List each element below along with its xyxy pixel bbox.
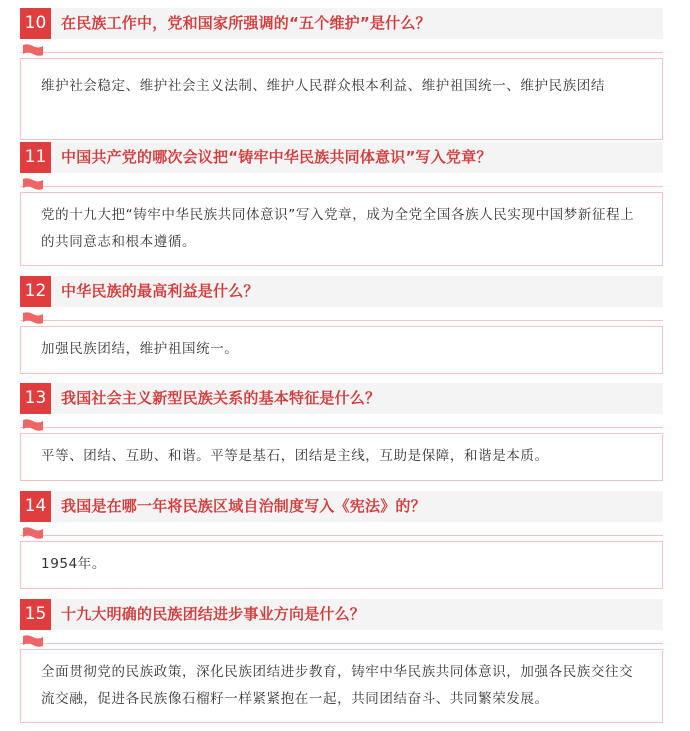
question-number-badge: 14 bbox=[20, 491, 51, 522]
question-text: 在民族工作中，党和国家所强调的“五个维护”是什么？ bbox=[61, 14, 431, 32]
answer-box bbox=[20, 541, 663, 589]
answer-box bbox=[20, 58, 663, 140]
question-header bbox=[20, 383, 663, 414]
answer-box bbox=[20, 433, 663, 481]
answer-box bbox=[20, 649, 663, 723]
answer-text: 维护社会稳定、维护社会主义法制、维护人民群众根本利益、维护祖国统一、维护民族团结 bbox=[41, 78, 605, 94]
red-flag-icon bbox=[22, 44, 44, 58]
red-flag-icon bbox=[22, 178, 44, 192]
red-flag-icon bbox=[22, 312, 44, 326]
question-number-badge: 13 bbox=[20, 383, 51, 414]
answer-box bbox=[20, 192, 663, 266]
answer-text: 党的十九大把“铸牢中华民族共同体意识”写入党章，成为全党全国各族人民实现中国梦新征程上的共同意志和根本遵循。 bbox=[41, 207, 635, 250]
divider-line bbox=[20, 52, 663, 53]
answer-text: 1954年。 bbox=[41, 556, 106, 572]
question-number-badge: 11 bbox=[20, 142, 51, 173]
question-text: 我国是在哪一年将民族区域自治制度写入《宪法》的？ bbox=[61, 497, 426, 515]
red-flag-icon bbox=[22, 419, 44, 433]
divider-line bbox=[20, 535, 663, 536]
question-header bbox=[20, 8, 663, 39]
answer-text: 平等、团结、互助、和谐。平等是基石，团结是主线，互助是保障，和谐是本质。 bbox=[41, 448, 549, 464]
question-number-badge: 10 bbox=[20, 8, 51, 39]
answer-text: 全面贯彻党的民族政策，深化民族团结进步教育，铸牢中华民族共同体意识，加强各民族交往交流交融，促进各民族像石榴籽一样紧紧抱在一起，共同团结奋斗、共同繁荣发展。 bbox=[41, 664, 634, 707]
question-header bbox=[20, 491, 663, 522]
question-text: 中华民族的最高利益是什么？ bbox=[61, 282, 259, 300]
divider-line bbox=[20, 320, 663, 321]
question-number-badge: 12 bbox=[20, 276, 51, 307]
answer-box bbox=[20, 326, 663, 374]
divider-line bbox=[20, 186, 663, 187]
red-flag-icon bbox=[22, 527, 44, 541]
question-number-badge: 15 bbox=[20, 599, 51, 630]
question-header bbox=[20, 599, 663, 630]
question-header bbox=[20, 276, 663, 307]
divider-line bbox=[20, 643, 663, 644]
divider-line bbox=[20, 427, 663, 428]
question-text: 中国共产党的哪次会议把“铸牢中华民族共同体意识”写入党章？ bbox=[61, 148, 492, 166]
red-flag-icon bbox=[22, 635, 44, 649]
answer-text: 加强民族团结，维护祖国统一。 bbox=[41, 341, 239, 357]
question-text: 我国社会主义新型民族关系的基本特征是什么？ bbox=[61, 389, 381, 407]
question-text: 十九大明确的民族团结进步事业方向是什么？ bbox=[61, 605, 366, 623]
question-header bbox=[20, 142, 663, 173]
